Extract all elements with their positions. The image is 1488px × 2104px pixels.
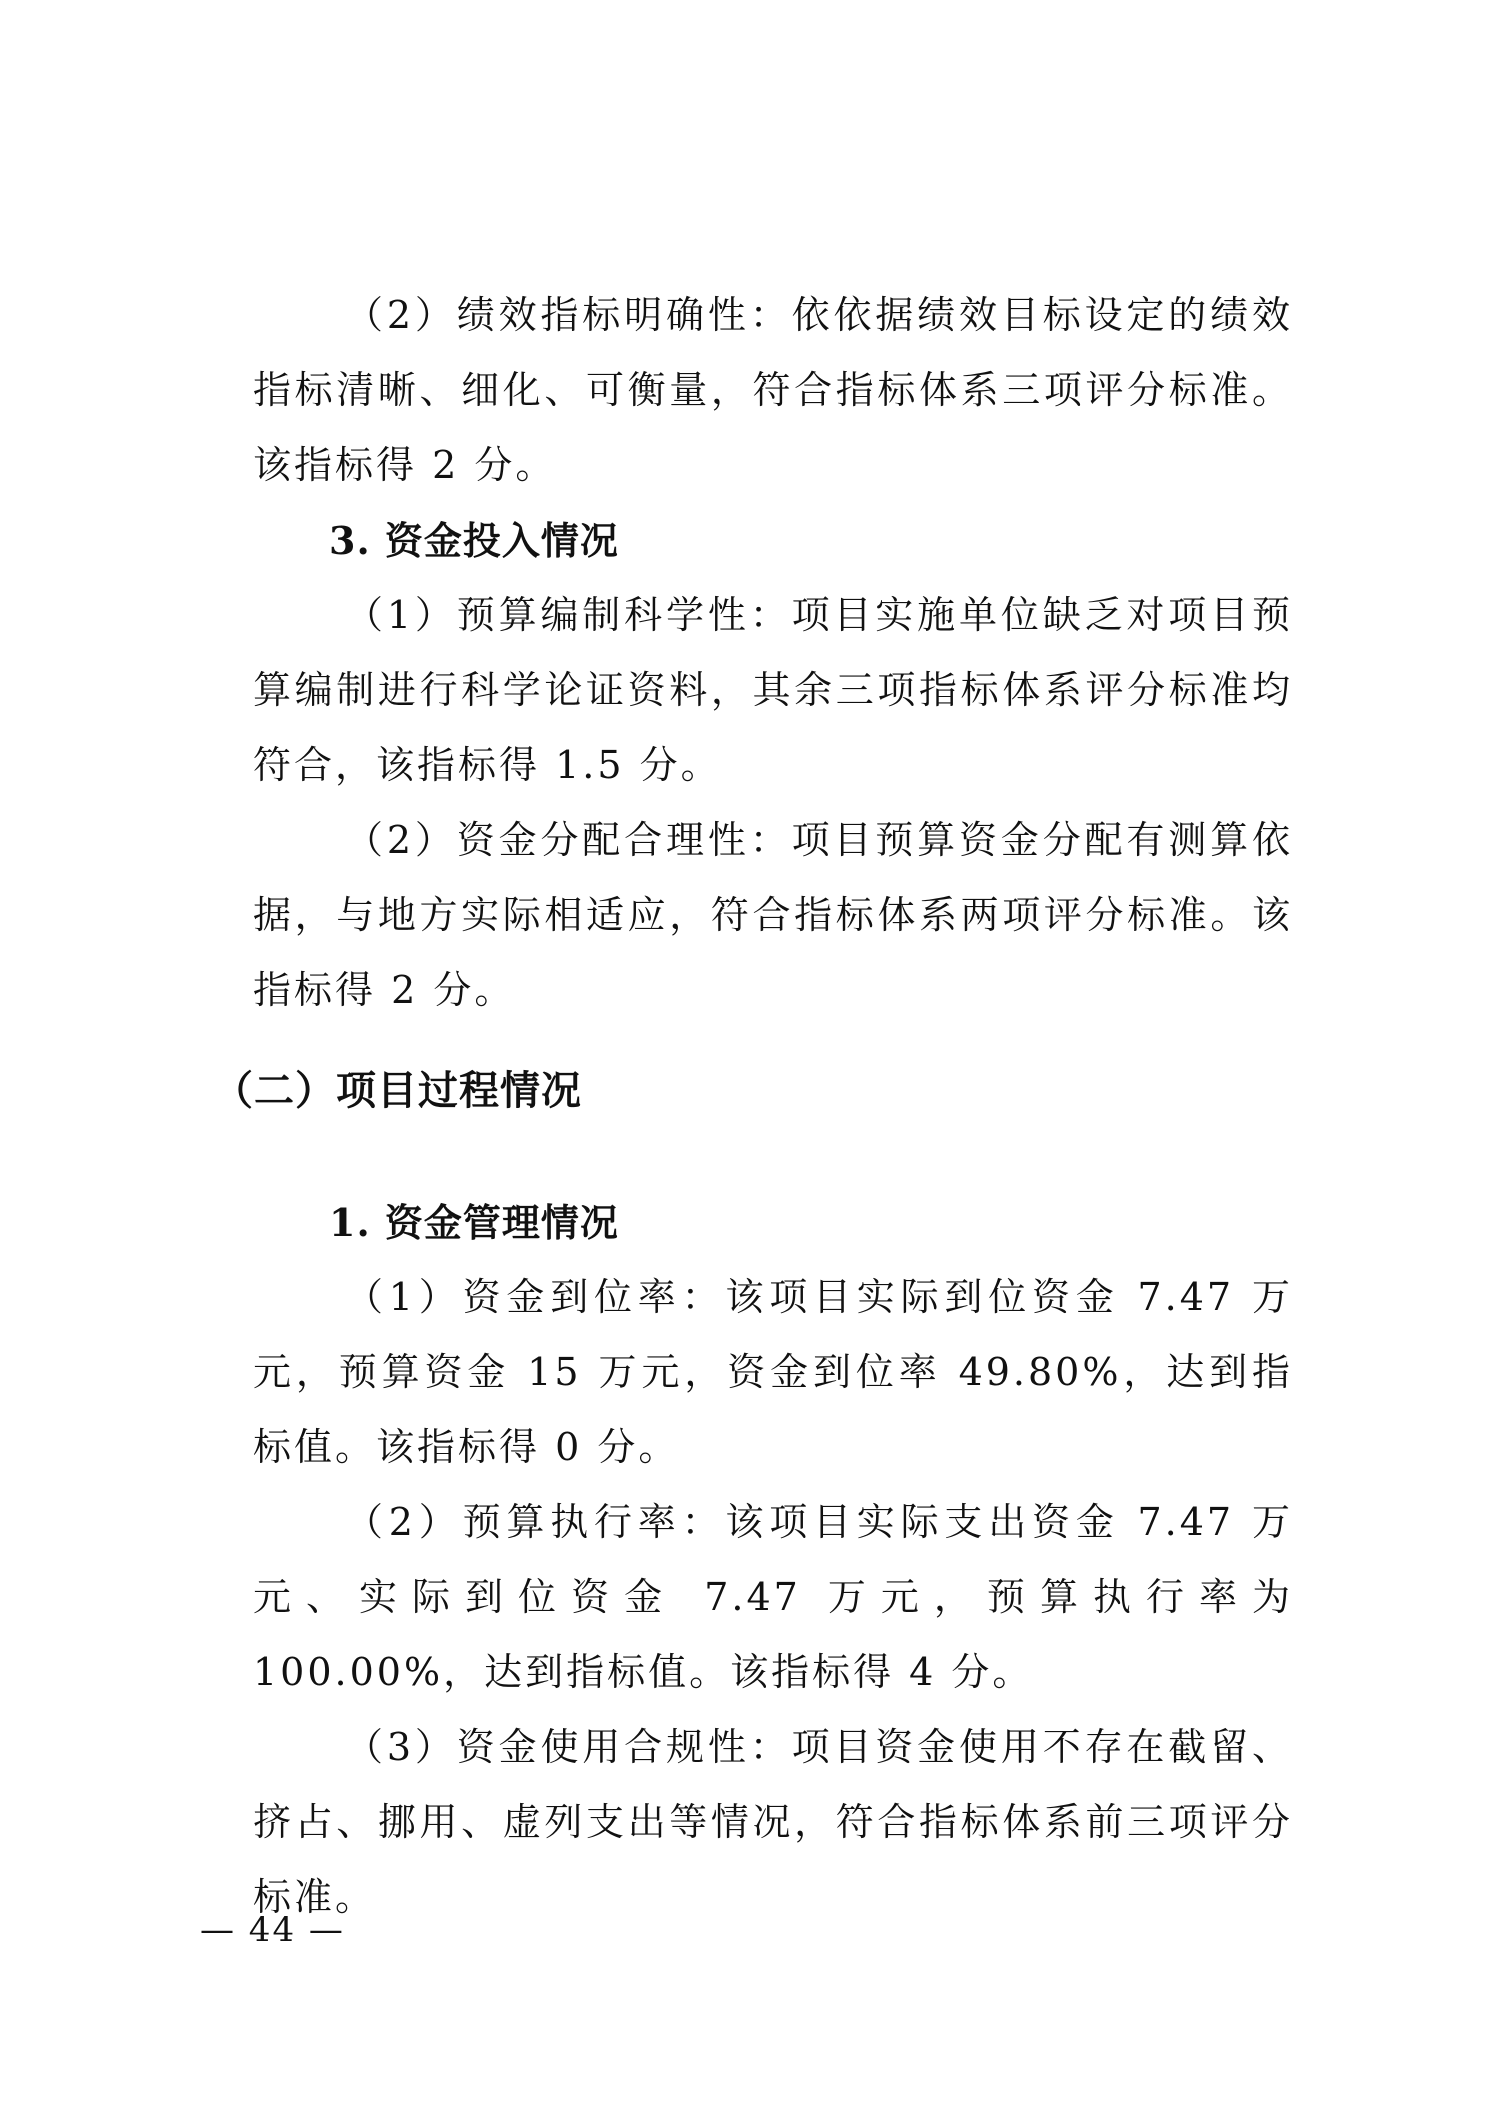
heading-fund-management: 1. 资金管理情况 — [329, 1200, 619, 1245]
spacer — [253, 1128, 1293, 1185]
paragraph-fund-allocation: （2）资金分配合理性：项目预算资金分配有测算依据，与地方实际相适应，符合指标体系两项评分标准。该指标得 2 分。 — [253, 818, 1293, 1012]
heading-project-process: （二）项目过程情况 — [213, 1067, 582, 1114]
heading-fund-input: 3. 资金投入情况 — [329, 518, 619, 563]
paragraph-fund-arrival-rate: （1）资金到位率：该项目实际到位资金 7.47 万元，预算资金 15 万元，资金到位率 49.80%，达到指标值。该指标得 0 分。 — [253, 1275, 1293, 1469]
paragraph-budget-execution-rate: （2）预算执行率：该项目实际支出资金 7.47 万元、实际到位资金 7.47 万元，预算执行率为 100.00%，达到指标值。该指标得 4 分。 — [253, 1500, 1293, 1694]
page-number: — 44 — — [200, 1910, 345, 1950]
spacer — [253, 1028, 1293, 1053]
paragraph-fund-use-compliance: （3）资金使用合规性：项目资金使用不存在截留、挤占、挪用、虚列支出等情况，符合指标体系前三项评分标准。 — [253, 1725, 1293, 1919]
paragraph-performance-indicator-clarity: （2）绩效指标明确性：依依据绩效目标设定的绩效指标清晰、细化、可衡量，符合指标体系三项评分标准。该指标得 2 分。 — [253, 293, 1293, 487]
paragraph-budget-scientific: （1）预算编制科学性：项目实施单位缺乏对项目预算编制进行科学论证资料，其余三项指标体系评分标准均符合，该指标得 1.5 分。 — [253, 593, 1293, 787]
